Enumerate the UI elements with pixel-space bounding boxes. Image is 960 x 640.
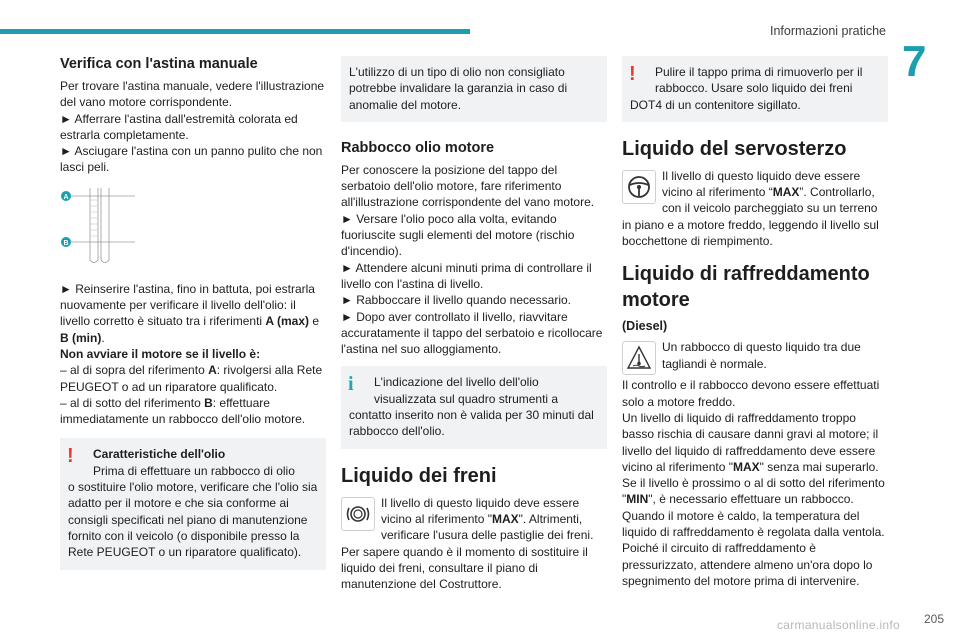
page-number: 205 <box>923 612 944 626</box>
chapter-number: 7 <box>902 37 927 86</box>
paragraph-dipstick-location: Per trovare l'astina manuale, vedere l'illustrazione del vano motore corrispondente. <box>60 79 325 110</box>
dipstick-illustration <box>60 186 150 266</box>
brake-fluid-replacement: Per sapere quando è il momento di sostituire il liquido dei freni, consultare il piano di manutenzione del Costruttore. <box>341 544 588 592</box>
warning-first-line: Pulire il tappo prima di rimuoverlo per il <box>655 65 863 79</box>
step-pull-dipstick: ► Afferrare l'astina dall'estremità colorata ed estrarla completamente. <box>60 111 298 142</box>
step-topup-level: ► Rabboccare il livello quando necessario. <box>341 293 572 308</box>
coolant-paragraph: Un rabbocco di questo liquido tra due tagliandi è normale. <box>622 339 888 372</box>
heading-power-steering-fluid: Liquido del servosterzo <box>622 137 847 160</box>
header-accent-bar <box>0 29 470 34</box>
column-1 <box>60 56 326 570</box>
step-wait-minutes: ► Attendere alcuni minuti prima di controllare il livello con l'astina di livello. <box>341 260 592 291</box>
diesel-label: (Diesel) <box>622 319 668 334</box>
info-text: contatto inserito non è valida per 30 minuti dal rabbocco dell'olio. <box>349 408 594 439</box>
oil-level-info-box <box>341 366 607 448</box>
oil-warranty-box: L'utilizzo di un tipo di olio non consigliato potrebbe invalidare la garanzia in caso di anomalie del motore. <box>341 56 607 122</box>
figure-label-a: A <box>63 193 69 201</box>
oil-characteristics-first-line: Prima di effettuare un rabbocco di olio <box>93 463 295 478</box>
heading-coolant: Liquido di raffreddamento motore <box>622 263 870 312</box>
info-icon: i <box>348 373 354 396</box>
step-pour-oil: ► Versare l'olio poco alla volta, evitando fuoriuscite sugli elementi del motore (rischio d'incendio). <box>341 211 575 259</box>
step-refit-cap: ► Dopo aver controllato il livello, riavvitare accuratamente il tappo del serbatoio e ricollocare l'astina nel suo alloggiamento. <box>341 309 603 357</box>
warning-second-line: rabbocco. Usare solo liquido dei freni <box>655 81 853 96</box>
figure-label-b: B <box>63 239 69 247</box>
heading-brake-fluid: Liquido dei freni <box>341 464 497 487</box>
brake-fluid-paragraph: Il livello di questo liquido deve essere vicino al riferimento "MAX". Altrimenti, verificare l'usura delle pastiglie dei freni. <box>341 495 607 544</box>
coolant-temperature-icon <box>622 341 656 375</box>
oil-characteristics-title: Caratteristiche dell'olio <box>93 447 226 462</box>
heading-oil-topup: Rabbocco olio motore <box>341 139 495 156</box>
brake-fluid-warning-box <box>622 56 888 122</box>
paragraph-oil-cap-location: Per conoscere la posizione del tappo del serbatoio dell'olio motore, fare riferimento all'illustrazione corrispondente del vano motore. <box>341 162 595 210</box>
heading-dipstick-check: Verifica con l'astina manuale <box>60 56 258 72</box>
coolant-check-cold: Il controllo e il rabbocco devono essere effettuati solo a motore freddo. <box>622 378 880 409</box>
coolant-pressurized-warning: Poiché il circuito di raffreddamento è pressurizzato, attendere almeno un'ora dopo lo spegnimento del motore prima di intervenire. <box>622 541 873 588</box>
warning-no-start: Non avviare il motore se il livello è: <box>60 346 261 361</box>
oil-characteristics-text: o sostituire l'olio motore, verificare che l'olio sia adatto per il motore e che sia conforme ai consigli specificati nel piano di manutenzione fornito con il veicolo (o disponibile presso la Rete PEUGEOT o un riparatore qualificato). <box>68 480 318 560</box>
warning-third-line: DOT4 di un contenitore sigillato. <box>630 97 801 112</box>
power-steering-paragraph: Il livello di questo liquido deve essere vicino al riferimento “MAX”. Controllarlo, con il veicolo parcheggiato su un terreno in piano e a motore freddo, leggendo il livello sul bocchettone di riempimento. <box>622 168 879 249</box>
brake-warning-icon <box>341 497 375 531</box>
coolant-low-risk: Un livello di liquido di raffreddamento troppo basso rischia di causare danni gravi al motore; il livello del liquido di raffreddamento deve essere vicino al riferimento "MAX" senza mai superarlo. <box>622 410 879 474</box>
column-3 <box>622 56 888 589</box>
step-reinsert-dipstick: ► Reinserire l'astina, fino in battuta, poi estrarla nuovamente per verificare il livello dell'olio: il livello corretto è situato tra i riferimenti A (max) e B (min). <box>60 281 320 345</box>
step-wipe-dipstick: ► Asciugare l'astina con un panno pulito che non lasci peli. <box>60 144 323 175</box>
section-title: Informazioni pratiche <box>769 24 886 38</box>
steering-wheel-icon <box>622 170 656 204</box>
oil-characteristics-box <box>60 438 326 569</box>
column-2 <box>341 56 607 592</box>
coolant-min-level: Se il livello è prossimo o al di sotto del riferimento "MIN", è necessario effettuare un rabbocco. <box>622 476 885 507</box>
info-second-line: visualizzata sul quadro strumenti a <box>374 391 559 406</box>
warning-icon: ! <box>629 63 636 85</box>
above-max-instruction: – al di sopra del riferimento A: rivolgersi alla Rete PEUGEOT o ad un riparatore qualificato. <box>60 363 323 394</box>
warning-icon: ! <box>67 445 74 468</box>
watermark: carmanualsonline.info <box>776 618 900 632</box>
below-min-instruction: – al di sotto del riferimento B: effettuare immediatamente un rabbocco dell'olio motore. <box>60 395 306 427</box>
coolant-fan-regulation: Quando il motore è caldo, la temperatura del liquido di raffreddamento è regolata dalla ventola. <box>622 508 885 540</box>
info-first-line: L'indicazione del livello dell'olio <box>374 375 539 390</box>
